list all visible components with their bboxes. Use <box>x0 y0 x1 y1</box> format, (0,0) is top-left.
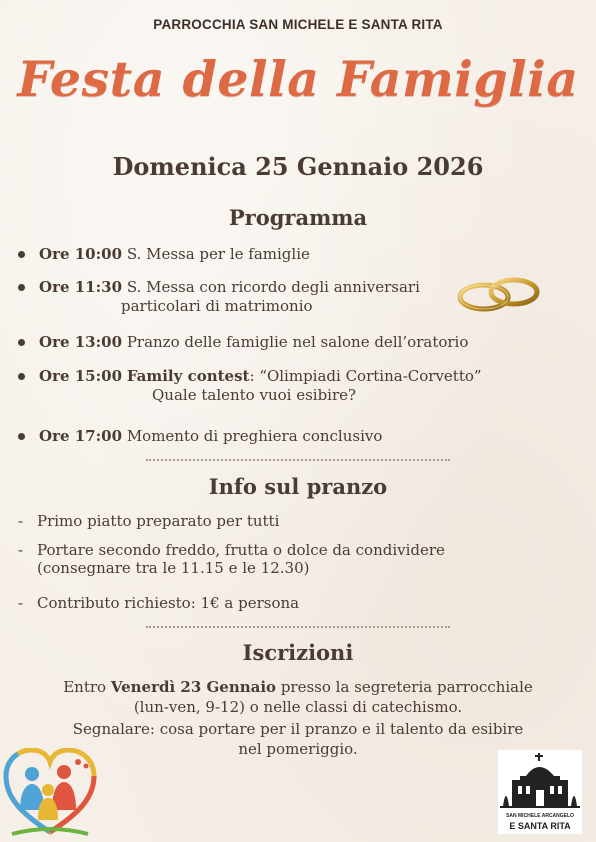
program-time: Ore 10:00 <box>39 245 123 263</box>
wedding-rings-icon <box>454 272 546 320</box>
program-text: : “Olimpiadi Cortina-Corvetto” <box>249 367 482 385</box>
parish-name: PARROCCHIA SAN MICHELE E SANTA RITA <box>153 17 443 32</box>
dash-marker: - <box>18 541 24 559</box>
program-time: Ore 13:00 <box>39 333 123 351</box>
iscrizioni-deadline: Venerdì 23 Gennaio <box>110 678 277 696</box>
program-text: Pranzo delle famiglie nel salone dell’oratorio <box>126 333 469 351</box>
program-text: S. Messa con ricordo degli anniversari <box>126 278 420 296</box>
section-divider <box>146 626 450 628</box>
program-time: Ore 11:30 <box>39 278 123 296</box>
program-text-continued: particolari di matrimonio <box>121 297 313 315</box>
programma-heading: Programma <box>228 205 368 230</box>
program-time: Ore 17:00 <box>39 427 123 445</box>
info-text: Contributo richiesto: 1€ a persona <box>37 594 300 612</box>
logo-title: E SANTA RITA <box>509 821 571 831</box>
iscrizioni-line: nel pomeriggio. <box>238 740 358 758</box>
logo-subtitle: SAN MICHELE ARCANGELO <box>506 813 574 819</box>
bullet-icon <box>18 339 25 346</box>
iscrizioni-line: Segnalare: cosa portare per il pranzo e il talento da esibire <box>72 720 524 738</box>
program-text: Momento di preghiera conclusivo <box>126 427 383 445</box>
info-text: Portare secondo freddo, frutta o dolce da condividere <box>37 541 445 559</box>
church-icon <box>498 750 582 812</box>
dash-marker: - <box>18 512 24 530</box>
info-heading: Info sul pranzo <box>208 474 388 499</box>
iscrizioni-heading: Iscrizioni <box>242 640 354 665</box>
bullet-icon <box>18 284 25 291</box>
event-date: Domenica 25 Gennaio 2026 <box>112 152 484 181</box>
iscrizioni-text: Entro <box>63 678 111 696</box>
iscrizioni-line <box>0 678 596 696</box>
section-divider <box>146 459 450 461</box>
iscrizioni-text: presso la segreteria parrocchiale <box>276 678 533 696</box>
event-title: Festa della Famiglia <box>17 50 579 108</box>
program-highlight: Family contest <box>126 367 250 385</box>
church-logo <box>498 750 582 834</box>
program-text-continued: Quale talento vuoi esibire? <box>152 386 357 404</box>
bullet-icon <box>18 433 25 440</box>
family-heart-logo <box>2 748 98 842</box>
info-text: Primo piatto preparato per tutti <box>37 512 280 530</box>
bullet-icon <box>18 373 25 380</box>
bullet-icon <box>18 251 25 258</box>
program-time: Ore 15:00 <box>39 367 123 385</box>
iscrizioni-line: (lun-ven, 9-12) o nelle classi di catechismo. <box>133 698 463 716</box>
dash-marker: - <box>18 594 24 612</box>
program-text: S. Messa per le famiglie <box>126 245 310 263</box>
info-text-continued: (consegnare tra le 11.15 e le 12.30) <box>37 559 310 577</box>
